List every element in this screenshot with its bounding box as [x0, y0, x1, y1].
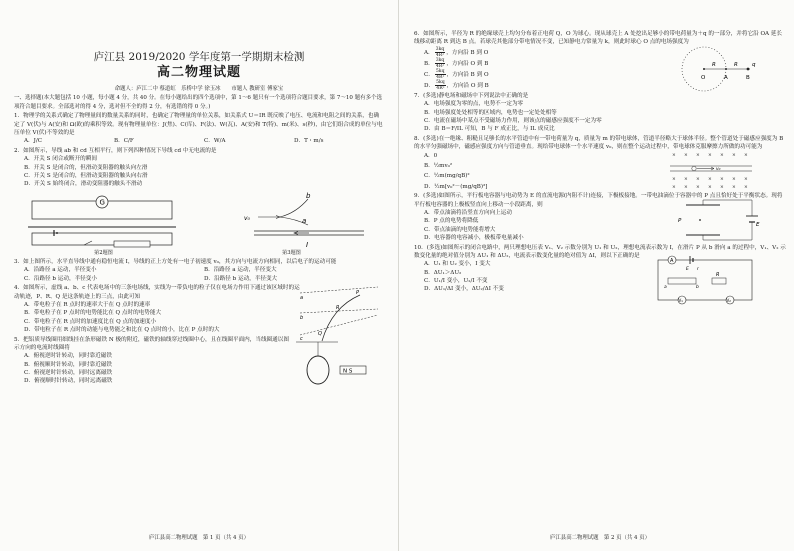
q2-option-a: A．开关 S 闭合或断开的瞬间: [24, 156, 97, 163]
figure-6-sphere: [672, 41, 762, 97]
q5-option-c: C．俯视逆时针转动，同时远离磁铁: [24, 369, 113, 376]
q5-option-b: B．俯视顺时针转动，同时靠近磁铁: [24, 361, 113, 368]
q8-c-letter: C．: [424, 173, 434, 180]
q10-option-a: A．U₁ 和 U₂ 变小，I 变大: [424, 261, 491, 268]
q3-option-d: D．沿路径 b 运动，半径变大: [204, 275, 278, 282]
q4-option-a: A．带电粒子在 R 点时的速率大于在 Q 点时的速率: [24, 302, 151, 309]
field-x-mark: ×: [732, 184, 736, 190]
q6-a-den: 4R²: [435, 52, 445, 58]
q6-c-den: 4R²: [436, 74, 445, 80]
fig8-velocity-label: v₀: [716, 166, 721, 172]
q10-option-d: D．ΔU₁/ΔI 变小，ΔU₂/ΔI 不变: [424, 286, 504, 293]
field-x-mark: ×: [720, 152, 724, 158]
field-x-mark: ×: [744, 176, 748, 182]
fig6-label-b: B: [746, 74, 750, 81]
fig4-label-r: R: [336, 304, 340, 311]
figure-3-caption: 第3题图: [282, 249, 301, 256]
q6-b-direction: ，方向沿 O 到 B: [446, 60, 489, 67]
q2-option-d: D．开关 S 始终闭合，滑动变阻器的触头不滑动: [24, 181, 143, 188]
field-x-mark: ×: [696, 176, 700, 182]
q7-option-d: D．由 B＝F/IL 可知，B 与 F 成正比，与 IL 成反比: [424, 126, 555, 133]
figure-4-field-lines: [298, 285, 380, 343]
q6-a-direction: ，方向沿 B 到 O: [446, 49, 489, 56]
q9-option-a: A．带点油滴将沿竖直方向向上运动: [424, 209, 512, 216]
figure-10-circuit: [650, 254, 760, 310]
section-intro: 一、选择题(本大题包括 10 小题，每小题 4 分，共 40 分。在每小题给出的四个选项中，第 1～6 题只有一个选项符合题目要求，第 7～10 题有多个选项符合题目要求。全部选对的得 4 分，选对但不全的得 2 分，有选错的得 0 分。): [14, 95, 383, 110]
q8-d-letter: D．: [424, 183, 435, 190]
q5-option-d: D．俯视顺时针转动，同时远离磁铁: [24, 378, 113, 385]
field-x-mark: ×: [744, 184, 748, 190]
question-3-options-row2: [14, 275, 384, 283]
fig10-b-label: b: [696, 285, 699, 291]
question-6-stem: 6．如图所示，半径为 R 的绝缘球壳上均匀分布着正电荷 Q，O 为球心。现从球壳上 A 处挖出足够小的带电荷量为＋q 的一部分，并将它沿 OA 延长线移动距离 R 到达 B 点。若球壳其他部分带电情况不变，已知静电力常量为 k，则此时球心 O 点的电场强度为: [414, 31, 783, 46]
question-3-stem: 3．如上图所示，水平直导线中通有稳恒电流 I，导线的正上方处有一电子初速度 v₀，其方向与电流方向相同，以后电子的运动可能: [14, 259, 337, 266]
field-x-mark: ×: [672, 184, 676, 190]
question-3-options-row1: [14, 266, 384, 274]
page-2-footer: 庐江县高二物理试题 第 2 页（共 4 页）: [550, 535, 650, 541]
q6-b-num: 3kq: [435, 57, 445, 63]
question-8-stem: 8．(多选)在一绝缘、粗糙且足够长的水平管道中有一带电荷量为 q，质量为 m 的带电球体，管道半径略大于球体半径。整个管道处于磁感应强度为 B 的水平匀强磁场中，磁感应强度方向与管道垂直。现给带电球体一个水平速度 v₀，则在整个运动过程中，带电球体克服摩擦力所做的功可能为: [414, 136, 784, 151]
field-x-mark: ×: [672, 152, 676, 158]
q1-option-a: A．J/C: [24, 138, 43, 145]
q6-d-direction: ，方向沿 O 到 B: [446, 82, 489, 89]
question-2: [14, 147, 384, 155]
question-2-stem: 2．如图所示，导线 ab 和 cd 互相平行，则下列四种情况下导线 cd 中无电流的是: [14, 148, 217, 155]
question-1-options: [14, 137, 384, 145]
path-b-label: b: [306, 191, 311, 200]
fig9-label-p: P: [678, 217, 682, 224]
q6-a-letter: A．: [424, 49, 434, 56]
q6-c-num: 5kq: [435, 68, 445, 74]
galvanometer-label: G: [99, 198, 105, 207]
fig4-label-p: P: [356, 289, 360, 296]
question-6-options: [414, 47, 786, 91]
fig10-r-label: R: [716, 272, 720, 279]
figure-9-capacitor: [672, 197, 762, 243]
q6-b-letter: B．: [424, 60, 434, 67]
q5-option-a: A．俯视逆时针转动，同时靠近磁铁: [24, 353, 112, 360]
magnet-label: N S: [343, 368, 353, 375]
fig4-label-q: Q: [318, 330, 322, 337]
q6-b-fraction: [435, 58, 446, 69]
q10-option-b: B．ΔU₁＞ΔU₂: [424, 269, 462, 276]
field-x-mark: ×: [696, 184, 700, 190]
q1-option-c: C．W/A: [204, 138, 226, 145]
fig10-r-internal-label: r: [697, 267, 699, 273]
field-x-mark: ×: [708, 152, 712, 158]
q6-d-fraction: [435, 80, 446, 91]
current-label: I: [306, 240, 309, 249]
q4-option-b: B．带电粒子在 P 点时的电势能比在 Q 点时的电势能大: [24, 310, 162, 317]
question-8-options: [414, 152, 786, 191]
question-3: [14, 258, 384, 266]
velocity-label: v₀: [244, 214, 250, 222]
fig6-label-r1: R: [712, 61, 716, 68]
figure-row-2-3: [14, 189, 384, 257]
q2-option-b: B．开关 S 是闭合的，但滑动变阻器的触头向左滑: [24, 164, 148, 171]
q3-option-c: C．沿路径 b 运动，半径变小: [24, 275, 97, 282]
figure-5-coil-magnet: [294, 335, 374, 390]
q8-b-letter: B．: [424, 162, 434, 169]
q8-a-expr: 0: [433, 152, 438, 159]
q10-option-c: C．U₁/I 变小，U₂/I 不变: [424, 277, 488, 284]
fig6-label-r2: R: [734, 61, 738, 68]
fig9-label-e: E: [756, 221, 760, 228]
field-x-mark: ×: [684, 152, 688, 158]
q2-option-c: C．开关 S 是闭合的，但滑动变阻器的触头向右滑: [24, 172, 148, 179]
field-x-mark: ×: [684, 176, 688, 182]
q4-option-c: C．带电粒子在 R 点时的加速度比在 Q 点的加速度小: [24, 318, 157, 325]
q7-option-b: B．电场强度处处相等的区域内，电势也一定处处相等: [424, 109, 557, 116]
page-2: [414, 8, 786, 540]
page-1: [14, 8, 384, 540]
question-1: [14, 112, 384, 137]
q1-option-b: B．C/F: [114, 138, 134, 145]
q6-c-letter: C．: [424, 71, 434, 78]
q6-c-direction: ，方向沿 B 到 O: [446, 71, 489, 78]
q4-option-d: D．带电粒子在 R 点时的动能与电势能之和比在 Q 点时的小，比在 P 点时的大: [24, 326, 220, 333]
figure-8-tube-field: [666, 150, 756, 190]
question-5-stem: 5．把铝质导线圈用细线挂在条形磁铁 N 极的附近，磁铁的轴线穿过线圈中心，且在线圈平面内，当线圈通以图示方向的电流时线圈将: [14, 336, 289, 352]
path-a-label: a: [302, 216, 307, 225]
q3-option-a: A．沿路径 a 运动，半径变小: [24, 267, 97, 274]
q6-c-fraction: [435, 69, 446, 80]
fig10-v1-label: V₁: [678, 298, 683, 304]
field-x-mark: ×: [708, 176, 712, 182]
figure-3-electron: [214, 189, 374, 249]
field-x-mark: ×: [732, 176, 736, 182]
exam-title: 庐江县 2019/2020 学年度第一学期期末检测: [93, 51, 305, 63]
question-5-options: [14, 352, 384, 385]
question-10-options: [414, 258, 786, 304]
q1-option-d: D．T・m/s: [294, 138, 324, 145]
q6-d-num: 5kq: [436, 79, 445, 85]
field-x-mark: ×: [708, 184, 712, 190]
q6-a-num: 3kq: [435, 46, 445, 52]
figure-2-caption: 第2题图: [94, 249, 113, 256]
fig4-label-b: b: [300, 314, 304, 321]
question-9-stem: 9．(多选)如图所示，平行板电容器与电动势为 E 的直流电源(内阻不计)连接，下极板接地。一带电油滴位于容器中的 P 点且恰好处于平衡状态。现将平行板电容器的上极板竖直向上移动一小段距离，则: [414, 193, 783, 208]
page-1-footer: 庐江县高二物理试题 第 1 页（共 4 页）: [149, 535, 249, 541]
fig10-ammeter-label: A: [670, 258, 674, 265]
fig10-a-label: a: [664, 285, 667, 291]
question-1-stem: 1．物理学的关系式确定了物理量间的数量关系的同时，也确定了物理量的单位关系，如关系式 U＝IR 既反映了电压、电流和电阻之间的关系，也确定了 V(伏)与 A(安)和 Ω(欧)的乘积等效。现有物理量单位：J(焦)、C(库)、F(法)、W(瓦)、A(安)和 T(特)、m(米)、s(秒)，由它们组合成的单位与电压单位 V(伏)不等效的是: [14, 113, 383, 136]
field-x-mark: ×: [672, 176, 676, 182]
field-x-mark: ×: [696, 152, 700, 158]
q6-d-letter: D．: [424, 82, 435, 89]
fig6-label-a: A: [724, 74, 728, 81]
q9-option-d: D．电容器的电容减小，极板带电量减小: [424, 234, 524, 241]
fig4-label-a: a: [300, 294, 304, 301]
fig4-label-c: c: [300, 335, 303, 342]
authors-line: 命题人：庐江二中 蔡道虹 乐桥中学 徐玉冰 市题人 教研室 傅家宝: [114, 86, 284, 92]
question-7-stem: 7．(多选)静电场和磁场中下列说法中正确的是: [414, 93, 529, 100]
question-4-stem: 4．如图所示，虚线 a、b、c 代表电场中的三条电场线，实线为一带负电的粒子仅在电场力作用下通过该区域时的运动轨迹，P、R、Q 是这条轨迹上的三点，由此可知: [14, 285, 300, 300]
q8-b-expr: ½mv₀²: [433, 162, 453, 169]
q3-option-b: B．沿路径 a 运动，半径变大: [204, 267, 277, 274]
q8-d-expr: ½m[v₀²－(mg/qB)²]: [434, 183, 488, 190]
field-x-mark: ×: [720, 176, 724, 182]
q8-c-expr: ½m(mg/qB)²: [433, 173, 470, 180]
q6-a-fraction: [435, 47, 446, 58]
q6-d-den: 4R²: [436, 85, 445, 91]
question-10-stem: 10．(多选)如图所示的闭合电路中，两只理想电压表 V₁、V₂ 示数分别为 U₁ 和 U₂，理想电流表示数为 I，在滑片 P 从 b 滑向 a 的过程中，V₁、V₂ 示数变化量的绝对值分别为 ΔU₁ 和 ΔU₂，电流表示数变化量的绝对值为 ΔI，则以下正确的是: [414, 244, 786, 259]
fig10-v2-label: V₂: [726, 298, 731, 304]
q7-option-c: C．电流在磁场中某点不受磁场力作用，则该点的磁感应强度不一定为零: [424, 117, 602, 124]
q6-b-den: 4R²: [435, 63, 445, 69]
q9-option-c: C．带点油滴的电势能将增大: [424, 226, 496, 233]
q7-option-a: A．电场强度为零的点，电势不一定为零: [424, 101, 524, 108]
field-x-mark: ×: [732, 152, 736, 158]
field-x-mark: ×: [720, 184, 724, 190]
exam-subject-title: 高二物理试题: [156, 65, 241, 80]
q8-a-letter: A．: [424, 152, 434, 159]
fig10-emf-label: E: [686, 267, 689, 273]
page-fold: [398, 0, 399, 551]
field-x-mark: ×: [684, 184, 688, 190]
q9-option-b: B．P 点的电势将降低: [424, 218, 479, 225]
fig6-label-q: q: [752, 61, 756, 68]
fig6-label-o: O: [701, 74, 706, 81]
field-x-mark: ×: [744, 152, 748, 158]
figure-2-circuit: [24, 193, 184, 249]
question-9-options: [414, 209, 786, 242]
